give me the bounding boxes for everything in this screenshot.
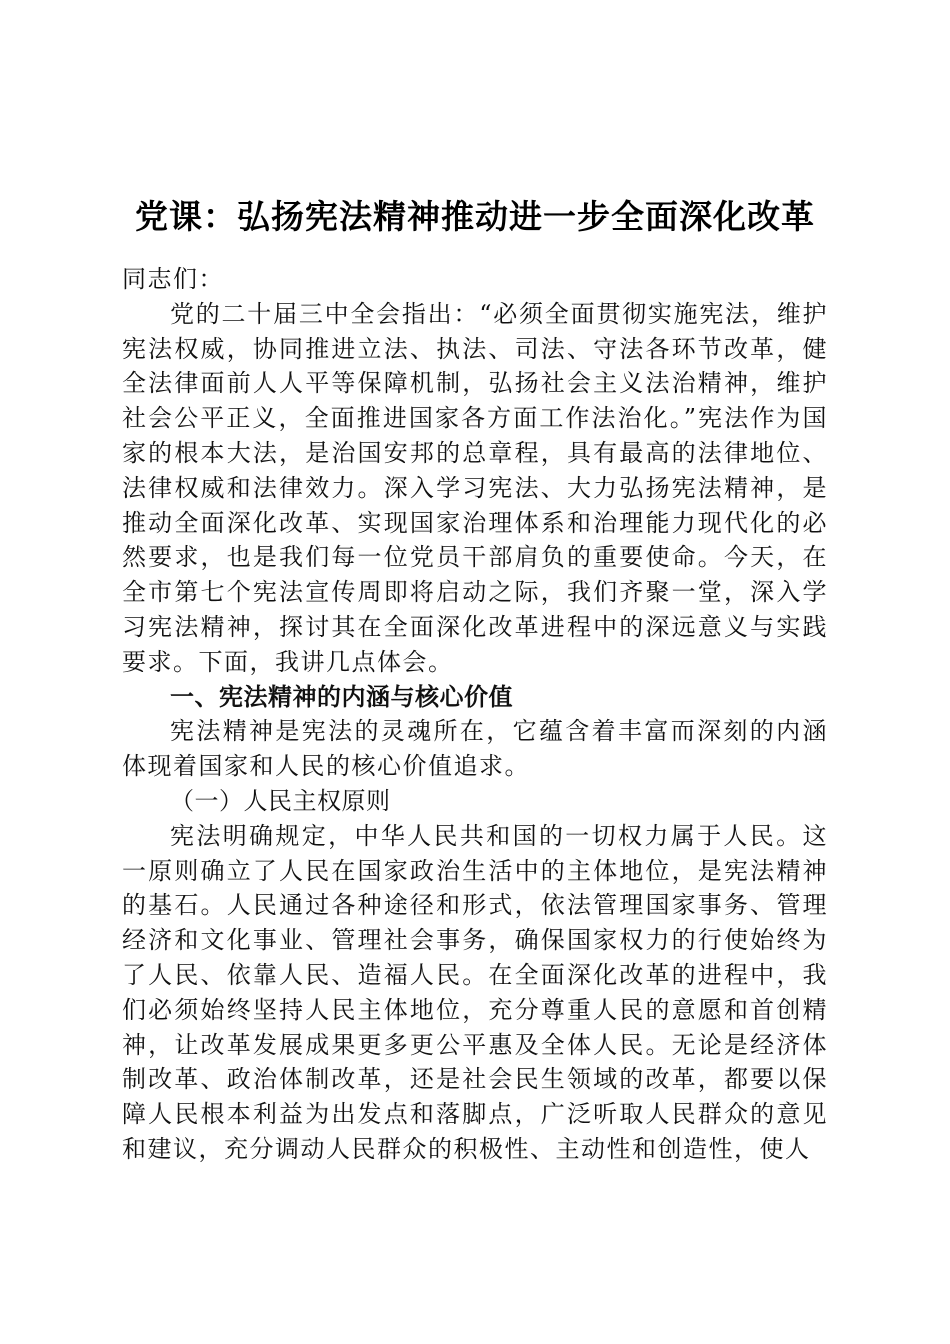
subsection-heading-1-1: （一）人民主权原则 — [170, 786, 391, 815]
document-body — [122, 262, 828, 1167]
salutation: 同志们： — [122, 265, 224, 293]
document-title: 党课：弘扬宪法精神推动进一步全面深化改革 — [135, 197, 815, 236]
opening-paragraph: 党的二十届三中全会指出：“必须全面贯彻实施宪法，维护宪法权威，协同推进立法、执法、司法、守法各环节改革，健全法律面前人人平等保障机制，弘扬社会主义法治精神，维护社会公平正义，全面推进国家各方面工作法治化。”宪法作为国家的根本大法，是治国安邦的总章程，具有最高的法律地位、法律权威和法律效力。深入学习宪法、大力弘扬宪法精神，是推动全面深化改革、实现国家治理体系和治理能力现代化的必然要求，也是我们每一位党员干部肩负的重要使命。今天，在全市第七个宪法宣传周即将启动之际，我们齐聚一堂，深入学习宪法精神，探讨其在全面深化改革进程中的深远意义与实践要求。下面，我讲几点体会。 — [122, 299, 828, 676]
section-heading-1: 一、宪法精神的内涵与核心价值 — [170, 682, 513, 711]
subsection-1-1-text: 宪法明确规定，中华人民共和国的一切权力属于人民。这一原则确立了人民在国家政治生活中的主体地位，是宪法精神的基石。人民通过各种途径和形式，依法管理国家事务、管理经济和文化事业、管理社会事务，确保国家权力的行使始终为了人民、依靠人民、造福人民。在全面深化改革的进程中，我们必须始终坚持人民主体地位，充分尊重人民的意愿和首创精神，让改革发展成果更多更公平惠及全体人民。无论是经济体制改革、政治体制改革，还是社会民生领域的改革，都要以保障人民根本利益为出发点和落脚点，广泛听取人民群众的意见和建议，充分调动人民群众的积极性、主动性和创造性，使人 — [122, 821, 828, 1163]
section-1-intro: 宪法精神是宪法的灵魂所在，它蕴含着丰富而深刻的内涵体现着国家和人民的核心价值追求。 — [122, 717, 828, 781]
